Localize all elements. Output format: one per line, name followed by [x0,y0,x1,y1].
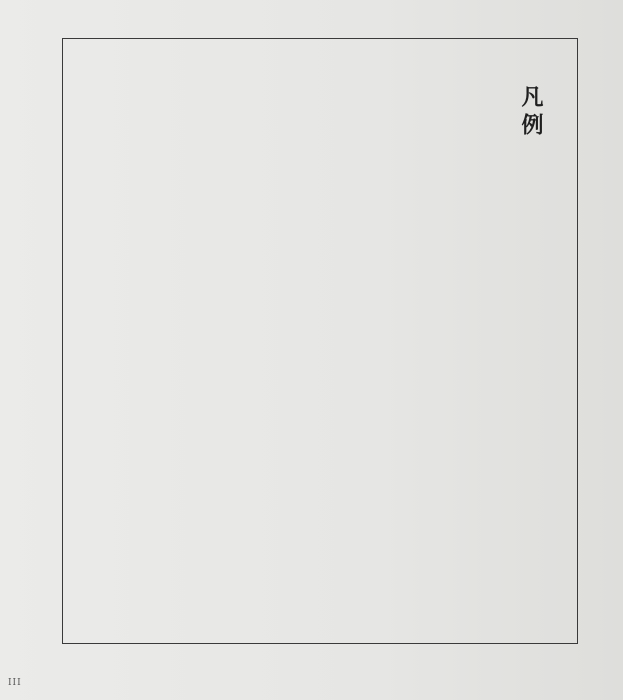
page-number: III [8,678,22,688]
content-frame [62,38,578,644]
section-title: 凡例 [518,85,544,141]
body-text [85,79,525,619]
